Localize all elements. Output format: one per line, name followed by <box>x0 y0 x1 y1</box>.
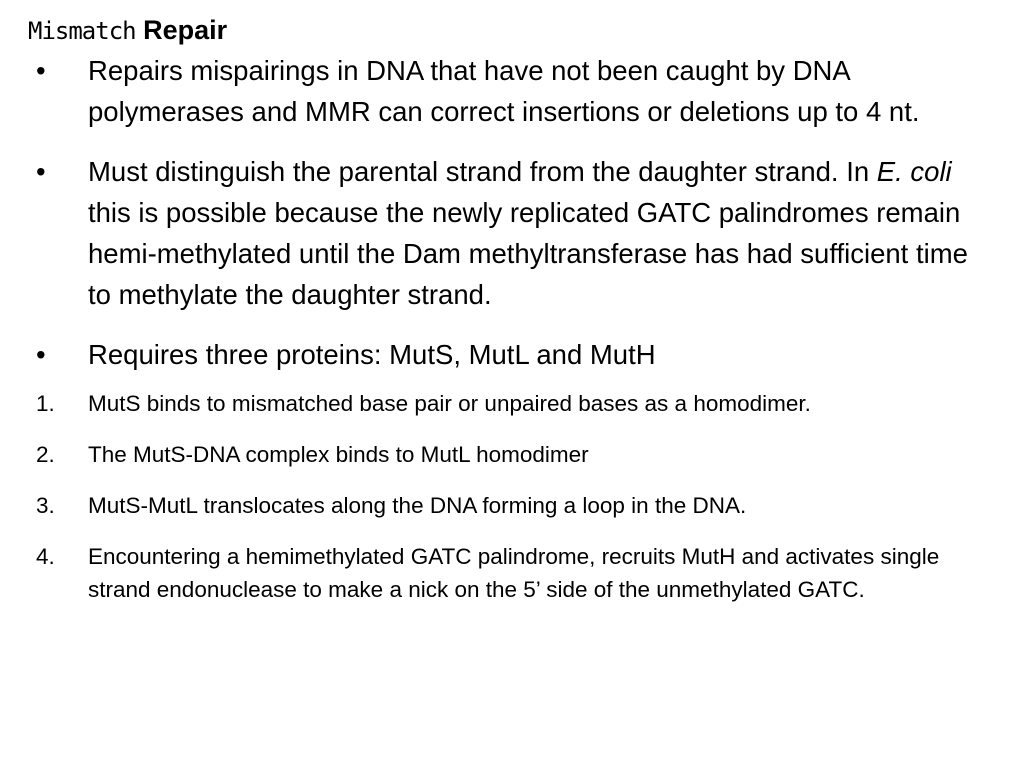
bullet-text-part: Must distinguish the parental strand from the daughter strand. In <box>88 156 877 187</box>
bullet-text: Repairs mispairings in DNA that have not been caught by DNA polymerases and MMR can correct insertions or deletions up to 4 nt. <box>88 55 920 127</box>
title-word-repair: Repair <box>143 15 228 45</box>
step-number: 2. <box>36 442 55 467</box>
slide-title <box>28 14 227 47</box>
bullet-marker: • <box>36 339 46 370</box>
bullet-marker: • <box>36 55 46 86</box>
step-text: Encountering a hemimethylated GATC palindrome, recruits MutH and activates single strand endonuclease to make a nick on the 5’ side of the unmethylated GATC. <box>88 544 940 602</box>
step-text: MutS-MutL translocates along the DNA forming a loop in the DNA. <box>88 493 747 518</box>
step-text: MutS binds to mismatched base pair or unpaired bases as a homodimer. <box>88 391 811 416</box>
bullet-text-organism: E. coli <box>876 156 952 187</box>
numbered-step <box>0 387 1024 420</box>
bullet-text: Requires three proteins: MutS, MutL and MutH <box>88 339 656 370</box>
bullet-text-part: this is possible because the newly replicated GATC palindromes remain hemi-methylated until the Dam methyltransferase has had sufficient time to methylate the daughter strand. <box>88 197 968 310</box>
numbered-step <box>0 489 1024 522</box>
title-word-mismatch: Mismatch <box>28 17 136 45</box>
bullet-marker: • <box>36 156 46 187</box>
step-text: The MutS-DNA complex binds to MutL homodimer <box>88 442 589 467</box>
numbered-step <box>0 540 1024 606</box>
step-number: 3. <box>36 493 55 518</box>
numbered-step-list <box>0 387 1024 606</box>
bullet-item <box>0 151 1024 315</box>
step-number: 4. <box>36 544 55 569</box>
bullet-item <box>0 334 1024 375</box>
step-number: 1. <box>36 391 55 416</box>
bullet-list <box>0 50 1024 624</box>
numbered-step <box>0 438 1024 471</box>
bullet-item <box>0 50 1024 132</box>
